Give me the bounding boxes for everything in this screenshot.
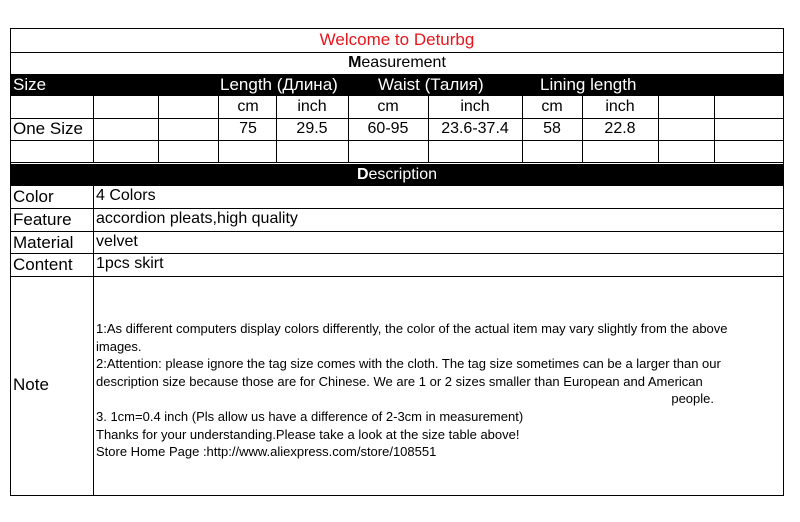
measurement-heading-initial: M xyxy=(348,54,362,71)
lining-cm-value: 58 xyxy=(543,120,561,137)
waist-inch-unit: inch xyxy=(460,98,490,115)
measurement-heading-rest: easurement xyxy=(361,54,446,71)
note-line: 3. 1cm=0.4 inch (Pls allow us have a difference of 2-3cm in measurement) xyxy=(96,408,524,424)
note-line: Thanks for your understanding.Please take a look at the size table above! xyxy=(96,426,520,442)
grid-line xyxy=(582,96,583,163)
store-welcome-title: Welcome to Deturbg xyxy=(319,30,475,49)
description-header-label xyxy=(10,164,784,186)
lining-cm-unit: cm xyxy=(541,98,563,115)
material-label: Material xyxy=(13,233,74,252)
grid-line xyxy=(10,52,784,53)
feature-value: accordion pleats,high quality xyxy=(96,210,298,227)
content-value: 1pcs skirt xyxy=(96,255,164,272)
grid-line xyxy=(348,96,349,163)
grid-line xyxy=(658,96,659,163)
grid-line xyxy=(10,495,784,496)
grid-line xyxy=(158,96,159,163)
note-label: Note xyxy=(13,375,49,394)
lining-inch-unit: inch xyxy=(605,98,635,115)
grid-line xyxy=(10,118,784,119)
waist-header-label: Waist (Талия) xyxy=(378,75,484,94)
grid-line xyxy=(428,96,429,163)
description-header-rest: escription xyxy=(368,166,438,183)
grid-line xyxy=(10,74,784,75)
feature-label: Feature xyxy=(13,210,72,229)
lining-header-label: Lining length xyxy=(540,75,637,94)
note-line: people. xyxy=(671,391,714,407)
material-value: velvet xyxy=(96,233,138,250)
grid-line xyxy=(783,28,784,496)
grid-line xyxy=(10,140,784,141)
waist-inch-value: 23.6-37.4 xyxy=(441,120,509,137)
grid-line xyxy=(10,28,11,496)
grid-line xyxy=(10,208,784,209)
content-label: Content xyxy=(13,255,73,274)
note-line: 1:As different computers display colors differently, the color of the actual item may vary slightly from the above xyxy=(96,321,728,336)
description-header-bar xyxy=(10,164,784,186)
grid-line xyxy=(714,96,715,163)
note-text xyxy=(96,320,776,461)
length-header-label: Length (Длина) xyxy=(220,75,338,94)
waist-cm-unit: cm xyxy=(377,98,399,115)
grid-line xyxy=(218,96,219,163)
note-line: description size because those are for Chinese. We are 1 or 2 sizes smaller than European and American xyxy=(96,373,703,389)
grid-line xyxy=(10,162,784,163)
grid-line xyxy=(276,96,277,163)
description-header-initial: D xyxy=(356,166,369,183)
grid-line xyxy=(93,96,94,163)
length-cm-unit: cm xyxy=(237,98,259,115)
grid-line xyxy=(10,253,784,254)
length-inch-value: 29.5 xyxy=(296,120,328,137)
size-header-bar xyxy=(10,74,784,96)
color-value: 4 Colors xyxy=(96,187,156,204)
grid-line xyxy=(93,186,94,496)
lining-inch-value: 22.8 xyxy=(604,120,636,137)
measurement-heading xyxy=(10,52,784,74)
note-line: images. xyxy=(96,338,142,354)
note-line: 2:Attention: please ignore the tag size comes with the cloth. The tag size sometimes can be a larger than our xyxy=(96,356,721,372)
store-home-page-link[interactable]: Store Home Page :http://www.aliexpress.com/store/108551 xyxy=(96,444,437,460)
length-cm-value: 75 xyxy=(239,120,257,137)
grid-line xyxy=(522,96,523,163)
color-label: Color xyxy=(13,187,54,206)
grid-line xyxy=(10,276,784,277)
one-size-label: One Size xyxy=(13,119,83,138)
size-chart-table xyxy=(10,28,784,496)
grid-line xyxy=(10,231,784,232)
size-header-label: Size xyxy=(13,75,47,94)
grid-line xyxy=(10,28,784,29)
waist-cm-value: 60-95 xyxy=(367,120,409,137)
length-inch-unit: inch xyxy=(297,98,327,115)
